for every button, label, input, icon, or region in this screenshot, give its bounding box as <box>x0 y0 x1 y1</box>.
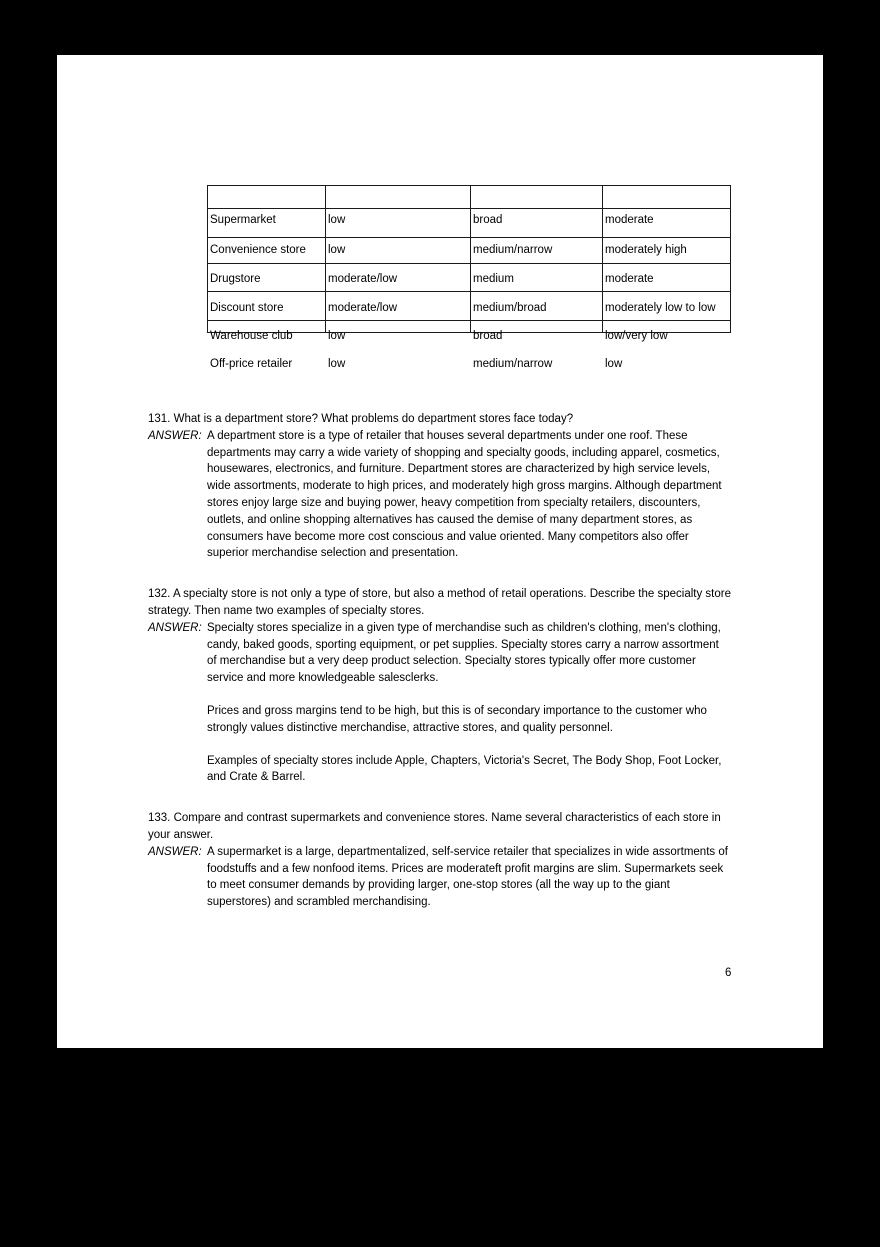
answer-paragraph: A department store is a type of retailer that houses several departments under one roof. These departments may carry a wide variety of shopping and specialty goods, including apparel, cosmetics, housewares, electronics, and furniture. Department stores are characterized by high service levels, wide assortments, moderate to high prices, and moderately high gross margins. Although department stores enjoy large size and buying power, heavy competition from specialty retailers, discounters, outlets, and online shopping alternatives has caused the demise of many department stores, as consumers have become more cost conscious and value oriented. Many competitors also offer superior merchandise selection and presentation. <box>207 429 722 560</box>
table-cell: low/very low <box>605 330 668 342</box>
question-line <box>148 810 731 844</box>
table-row <box>207 272 731 287</box>
table-cell: moderate/low <box>328 302 398 314</box>
document-page <box>57 55 823 1048</box>
table-cell: Supermarket <box>210 214 276 226</box>
table-row <box>207 357 731 372</box>
table-gridline-h <box>207 237 731 238</box>
table-cell: Discount store <box>210 302 284 314</box>
table-gridline-h <box>207 263 731 264</box>
question-text: What is a department store? What problems do department stores face today? <box>173 413 574 425</box>
answer-paragraph: Examples of specialty stores include Apple, Chapters, Victoria's Secret, The Body Shop, Foot Locker, and Crate & Barrel. <box>207 754 722 784</box>
table-cell: moderate <box>605 214 654 226</box>
table-cell: Off-price retailer <box>210 358 293 370</box>
table-row <box>207 329 731 344</box>
question-block-131 <box>148 411 731 562</box>
answer-paragraph: A supermarket is a large, departmentalized, self-service retailer that specializes in wide assortments of foodstuffs and a few nonfood items. Prices are moderateft profit margins are slim. Supermarkets seek to meet consumer demands by providing larger, one-stop stores (all the way up to the giant superstores) and scrambled merchandising. <box>207 845 728 909</box>
table-cell: moderate <box>605 273 654 285</box>
page-number: 6 <box>725 967 732 979</box>
question-text: A specialty store is not only a type of store, but also a method of retail operations. Describe the specialty store strategy. Then name two examples of specialty stores. <box>148 588 731 617</box>
table-cell: medium/narrow <box>473 358 553 370</box>
question-number: 131. <box>148 413 171 425</box>
page-content <box>148 411 731 911</box>
table-cell: low <box>328 244 346 256</box>
table-cell: medium <box>473 273 514 285</box>
table-cell: moderate/low <box>328 273 398 285</box>
answer-paragraph: Specialty stores specialize in a given type of merchandise such as children's clothing, men's clothing, candy, baked goods, sporting equipment, or pet supplies. Specialty stores carry a narrow assortment of merchandise but a very deep product selection. Specialty stores typically offer more customer service and more knowledgeable salesclerks. <box>207 621 721 685</box>
answer-paragraph: Prices and gross margins tend to be high, but this is of secondary importance to the customer who strongly values distinctive merchandise, attractive stores, and quality personnel. <box>207 704 707 734</box>
question-line <box>148 586 731 620</box>
question-block-133 <box>148 810 731 911</box>
table-cell: moderately high <box>605 244 687 256</box>
answer-row <box>148 844 731 911</box>
answer-label: ANSWER: <box>148 429 202 442</box>
answer-label: ANSWER: <box>148 845 202 858</box>
table-cell: medium/broad <box>473 302 547 314</box>
table-gridline-h <box>207 208 731 209</box>
question-number: 133. <box>148 812 171 825</box>
answer-row <box>148 620 731 786</box>
table-cell: low <box>328 214 346 226</box>
question-block-132 <box>148 586 731 786</box>
table-cell: low <box>605 358 623 370</box>
question-number: 132. <box>148 588 171 601</box>
table-cell: broad <box>473 214 503 226</box>
table-gridline-h <box>207 185 731 186</box>
answer-text <box>207 428 731 562</box>
table-row <box>207 301 731 316</box>
table-row <box>207 243 731 258</box>
answer-label: ANSWER: <box>148 621 202 634</box>
question-text: Compare and contrast supermarkets and convenience stores. Name several characteristics of each store in your answer. <box>148 812 721 841</box>
table-cell: Convenience store <box>210 244 306 256</box>
table-gridline-h <box>207 291 731 292</box>
answer-row <box>148 428 731 562</box>
table-cell: Drugstore <box>210 273 261 285</box>
answer-text <box>207 844 731 911</box>
table-cell: Warehouse club <box>210 330 293 342</box>
table-gridline-h <box>207 320 731 321</box>
table-row <box>207 213 731 228</box>
table-cell: medium/narrow <box>473 244 553 256</box>
table-cell: low <box>328 330 346 342</box>
retail-comparison-table <box>207 185 731 435</box>
table-cell: moderately low to low <box>605 302 716 314</box>
table-cell: broad <box>473 330 503 342</box>
table-cell: low <box>328 358 346 370</box>
answer-text <box>207 620 731 786</box>
question-line <box>148 411 731 428</box>
